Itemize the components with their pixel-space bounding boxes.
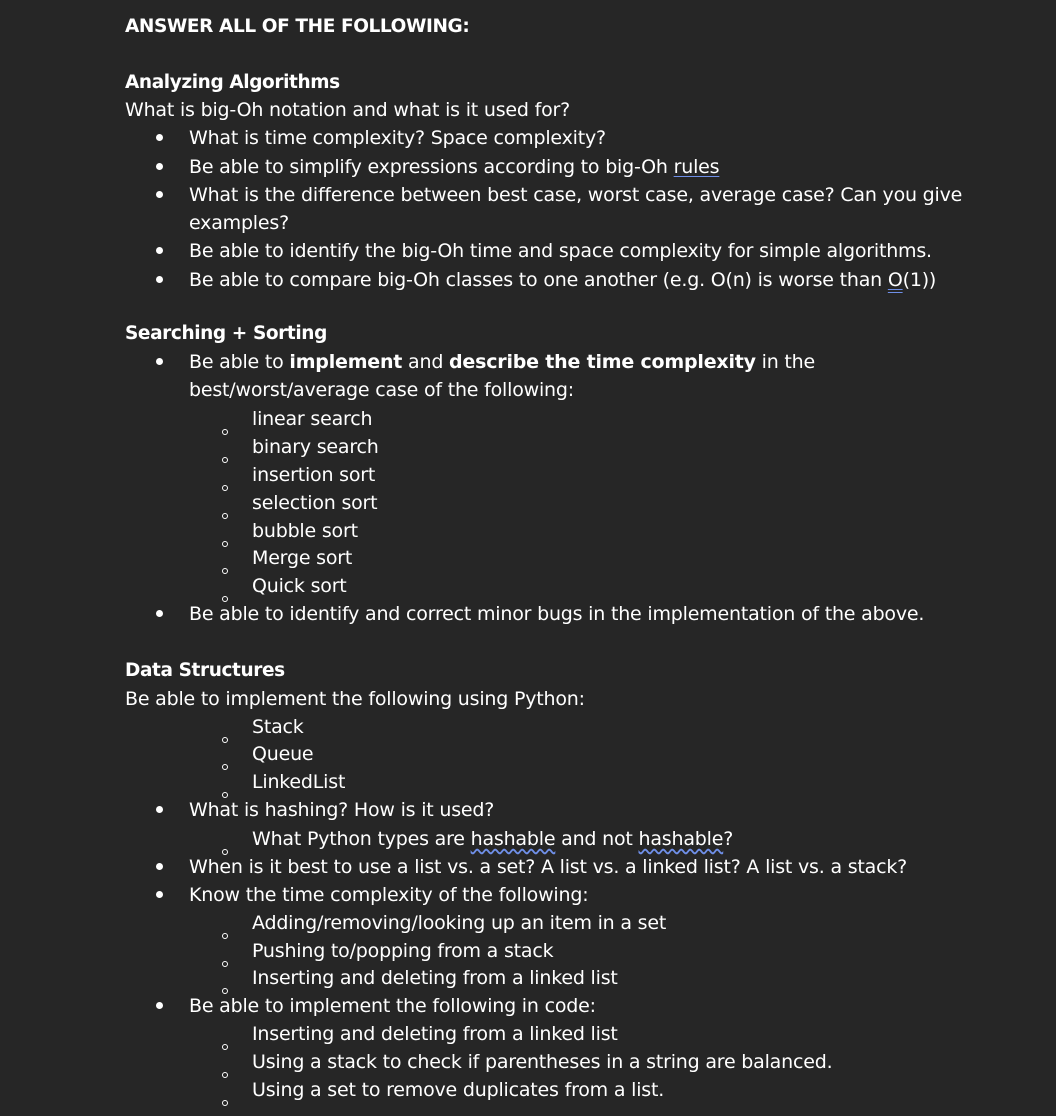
circle-bullet-icon	[222, 485, 228, 491]
implement-bold: implement	[289, 351, 403, 373]
bullet-icon	[156, 247, 163, 254]
circle-bullet-icon	[222, 513, 228, 519]
implement-text-1: Be able to	[189, 351, 290, 373]
sort-item: insertion sort	[252, 464, 376, 486]
circle-bullet-icon	[222, 568, 228, 574]
describe-bold: describe the time complexity	[449, 351, 756, 373]
bullet-icon	[156, 806, 163, 813]
compare-text: Be able to compare big-Oh classes to one another (e.g. O(n) is worse than	[189, 269, 888, 291]
analyzing-item-cases-line2: examples?	[189, 212, 289, 234]
spellcheck-hashable-2: hashable	[638, 828, 724, 850]
compare-text-end: (1))	[902, 269, 937, 291]
section-heading-analyzing: Analyzing Algorithms	[125, 72, 340, 93]
structures-item-know: Know the time complexity of the following:	[189, 884, 589, 906]
code-item: Inserting and deleting from a linked list	[252, 1023, 618, 1045]
sort-item: selection sort	[252, 492, 378, 514]
circle-bullet-icon	[222, 764, 228, 770]
sort-item: bubble sort	[252, 520, 358, 542]
bullet-icon	[156, 610, 163, 617]
bullet-icon	[156, 134, 163, 141]
sorting-item-implement-line2: best/worst/average case of the following:	[189, 379, 574, 401]
analyzing-item-compare	[189, 266, 936, 294]
circle-bullet-icon	[222, 541, 228, 547]
structures-item-hashing: What is hashing? How is it used?	[189, 799, 495, 821]
structures-item-code: Be able to implement the following in code:	[189, 995, 596, 1017]
hash-sub-text-1: What Python types are	[252, 828, 471, 850]
circle-bullet-icon	[222, 1100, 228, 1106]
know-item: Pushing to/popping from a stack	[252, 940, 554, 962]
grammar-marked-o: O	[887, 269, 903, 291]
sorting-item-implement	[189, 348, 815, 376]
analyzing-item-simplify-text: Be able to simplify expressions according to big-Oh	[189, 156, 674, 178]
structures-item-when: When is it best to use a list vs. a set? A list vs. a linked list? A list vs. a stack?	[189, 856, 908, 878]
circle-bullet-icon	[222, 1044, 228, 1050]
structures-intro: Be able to implement the following using Python:	[125, 688, 585, 710]
hash-sub-item	[252, 825, 733, 853]
spellcheck-hashable-1: hashable	[470, 828, 556, 850]
implement-text-3: in the	[755, 351, 816, 373]
rules-link[interactable]: rules	[673, 156, 720, 178]
section-heading-sorting: Searching + Sorting	[125, 323, 327, 344]
code-item: Using a stack to check if parentheses in a string are balanced.	[252, 1051, 833, 1073]
circle-bullet-icon	[222, 1072, 228, 1078]
sorting-item-bugs: Be able to identify and correct minor bugs in the implementation of the above.	[189, 603, 925, 625]
analyzing-item-cases-line1: What is the difference between best case, worst case, average case? Can you give	[189, 184, 963, 206]
know-item: Inserting and deleting from a linked list	[252, 967, 618, 989]
analyzing-intro: What is big-Oh notation and what is it used for?	[125, 99, 571, 121]
impl-item: Stack	[252, 716, 304, 738]
analyzing-item-time-complexity: What is time complexity? Space complexity?	[189, 127, 606, 149]
hash-sub-text-2: and not	[555, 828, 639, 850]
bullet-icon	[156, 276, 163, 283]
circle-bullet-icon	[222, 933, 228, 939]
analyzing-item-simplify	[189, 153, 719, 181]
analyzing-item-identify: Be able to identify the big-Oh time and space complexity for simple algorithms.	[189, 240, 932, 262]
code-item: Using a set to remove duplicates from a list.	[252, 1079, 665, 1101]
circle-bullet-icon	[222, 961, 228, 967]
page-title: ANSWER ALL OF THE FOLLOWING:	[125, 16, 470, 37]
bullet-icon	[156, 163, 163, 170]
bullet-icon	[156, 891, 163, 898]
sort-item: binary search	[252, 436, 379, 458]
know-item: Adding/removing/looking up an item in a set	[252, 912, 667, 934]
sort-item: Quick sort	[252, 575, 347, 597]
circle-bullet-icon	[222, 737, 228, 743]
impl-item: LinkedList	[252, 771, 346, 793]
bullet-icon	[156, 358, 163, 365]
hash-sub-text-3: ?	[723, 828, 734, 850]
impl-item: Queue	[252, 743, 314, 765]
circle-bullet-icon	[222, 457, 228, 463]
bullet-icon	[156, 863, 163, 870]
circle-bullet-icon	[222, 429, 228, 435]
sort-item: Merge sort	[252, 547, 353, 569]
sort-item: linear search	[252, 408, 373, 430]
bullet-icon	[156, 1002, 163, 1009]
implement-text-2: and	[402, 351, 450, 373]
bullet-icon	[156, 191, 163, 198]
section-heading-structures: Data Structures	[125, 660, 285, 681]
